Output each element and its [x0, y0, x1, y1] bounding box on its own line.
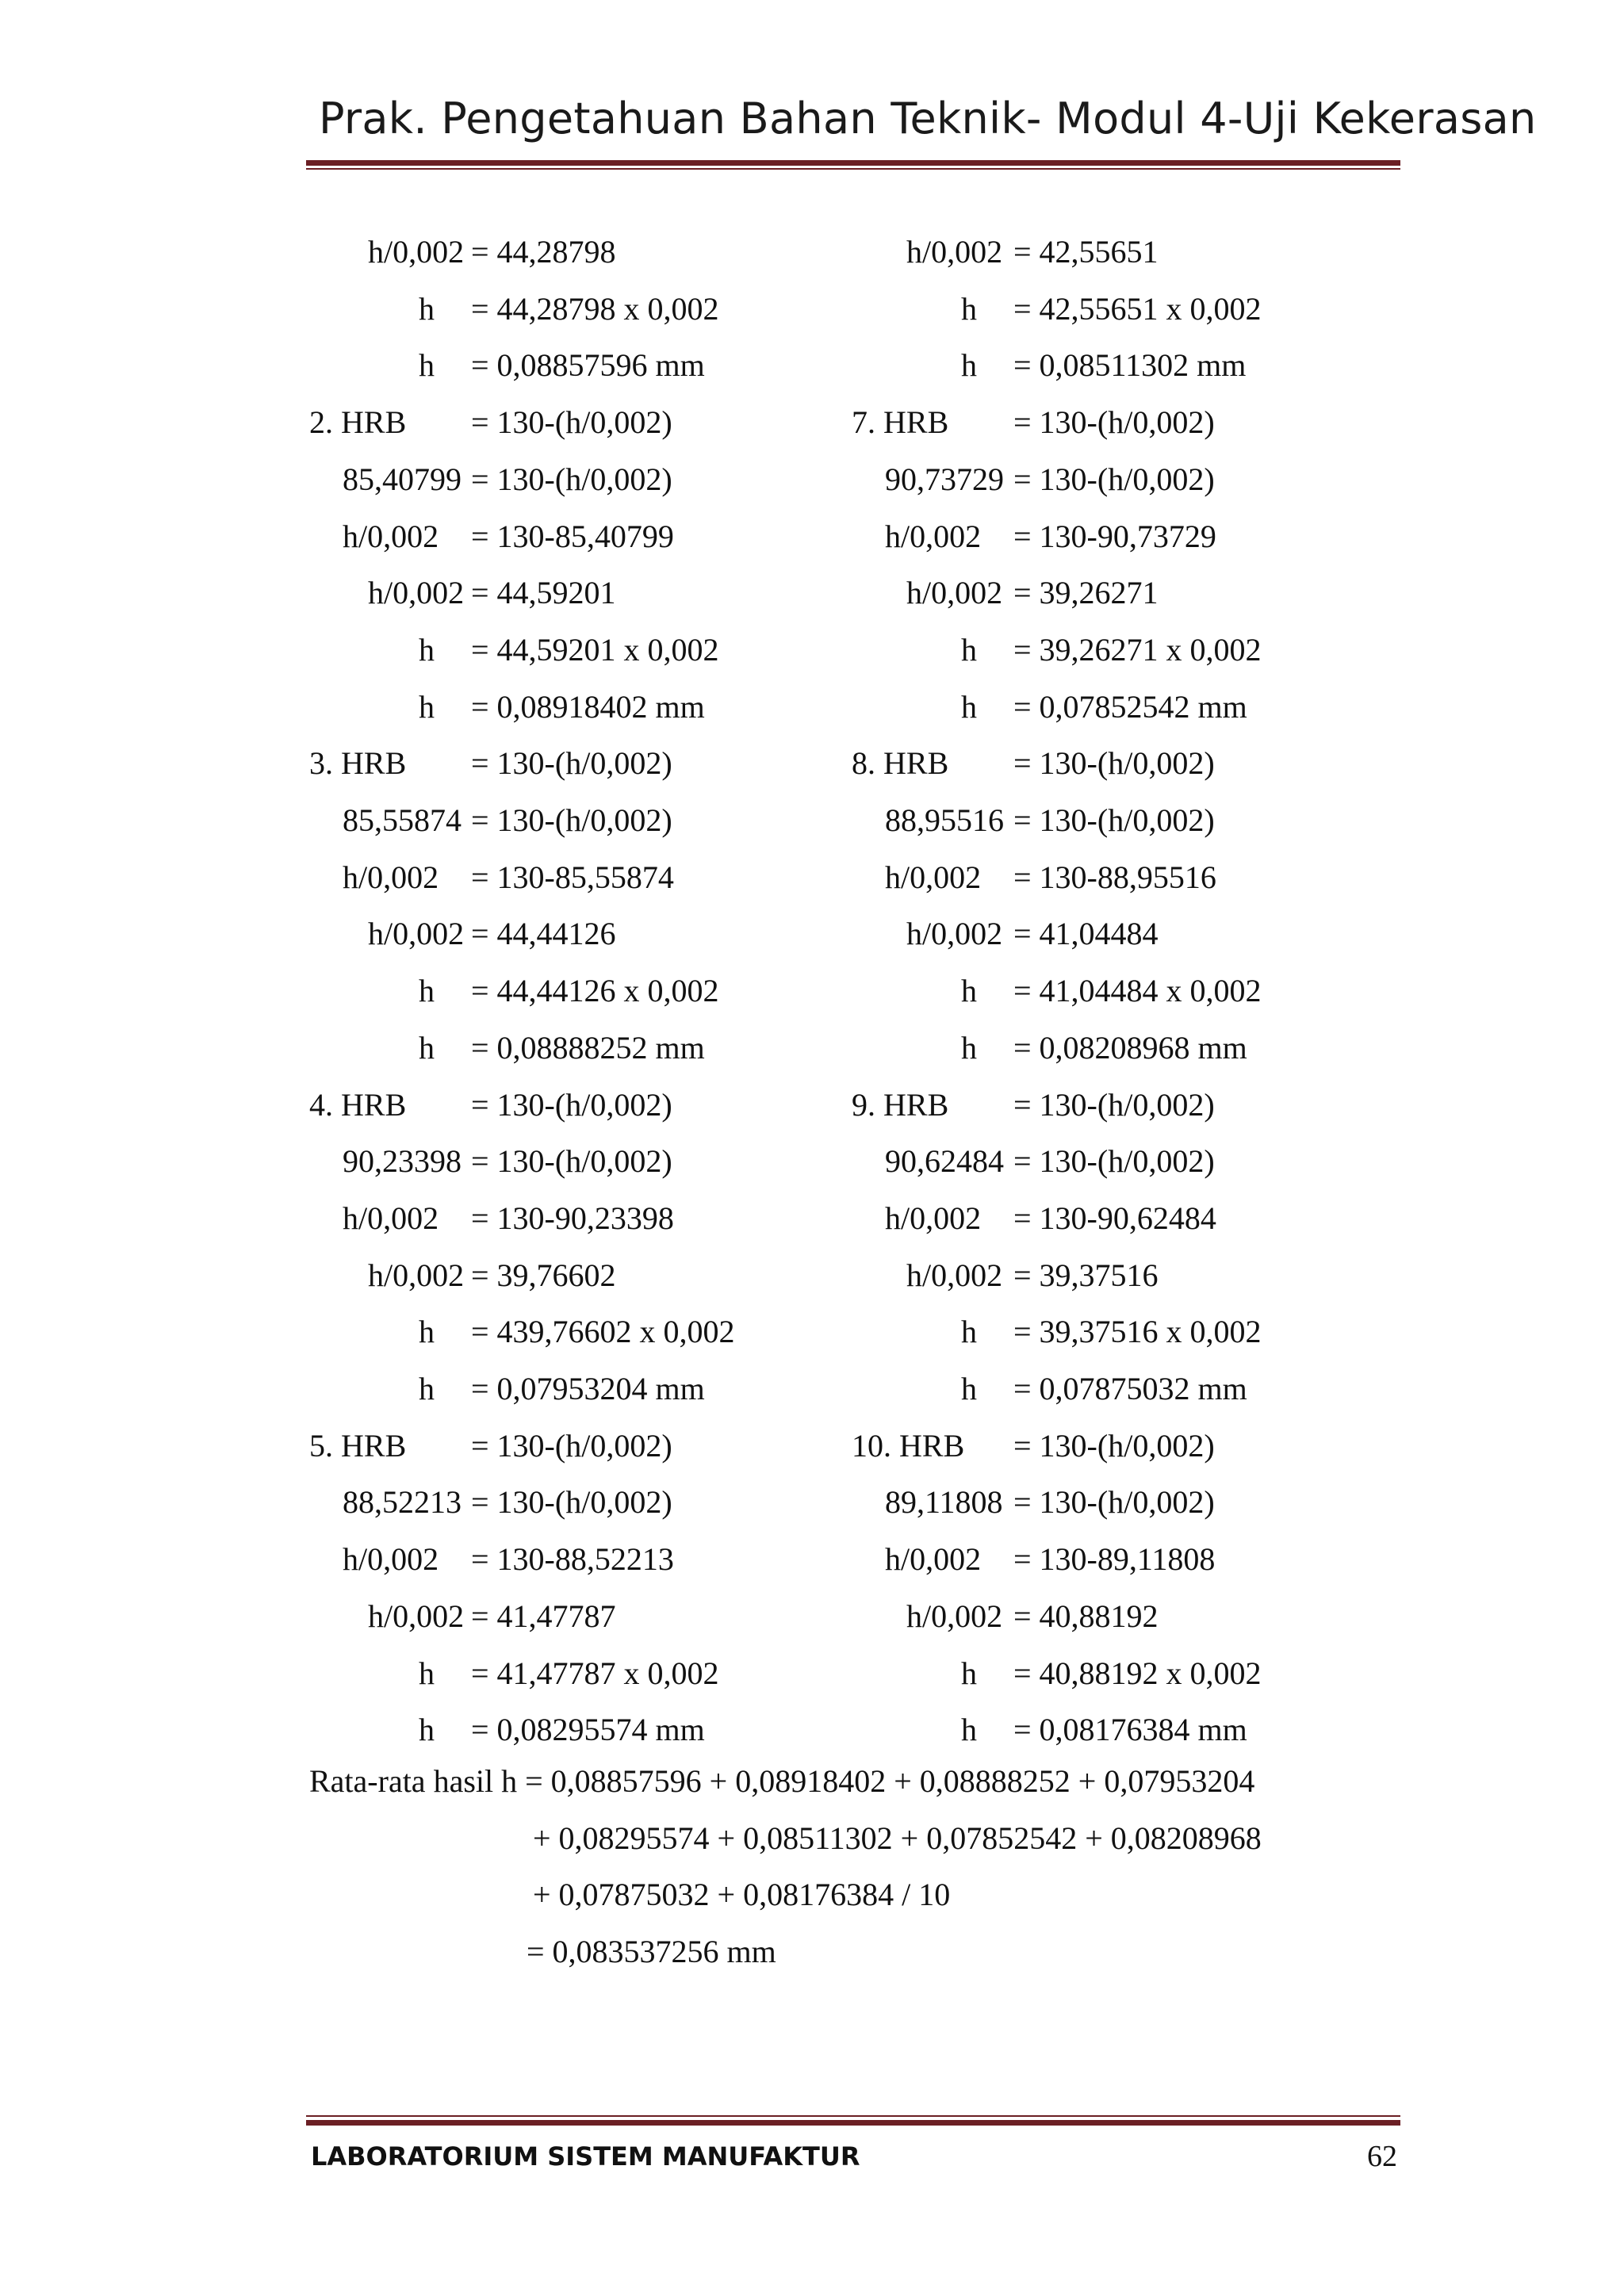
calc-right-value: = 41,04484 x 0,002: [1013, 973, 1262, 1008]
calc-left-label: h/0,002: [368, 1257, 465, 1293]
calc-right-label: h: [961, 291, 977, 327]
calc-left-value: = 130-(h/0,002): [471, 404, 672, 440]
calc-right-value: = 39,37516: [1013, 1257, 1159, 1293]
calc-right-value: = 130-88,95516: [1013, 859, 1216, 895]
calc-right-label: h: [961, 973, 977, 1008]
page-number: 62: [1367, 2140, 1397, 2173]
calc-right-label: 90,73729: [885, 461, 1004, 497]
calc-right-value: = 0,08176384 mm: [1013, 1712, 1247, 1747]
calc-left-value: = 44,28798 x 0,002: [471, 291, 719, 327]
calc-left-label: 4. HRB: [309, 1087, 407, 1123]
calc-left-label: h/0,002: [343, 859, 439, 895]
calc-right-value: = 130-(h/0,002): [1013, 745, 1215, 781]
calc-left-value: = 130-90,23398: [471, 1200, 674, 1236]
calc-left-value: = 0,08295574 mm: [471, 1712, 705, 1747]
calc-right-value: = 0,08208968 mm: [1013, 1030, 1247, 1066]
average-result: = 0,083537256 mm: [527, 1934, 776, 1969]
calc-left-label: h: [419, 689, 435, 725]
calc-right-label: h: [961, 1655, 977, 1691]
calc-left-label: h: [419, 1655, 435, 1691]
calc-left-value: = 130-(h/0,002): [471, 802, 672, 838]
calc-right-value: = 130-(h/0,002): [1013, 802, 1215, 838]
header-rule-thin: [306, 168, 1400, 170]
calc-right-label: h/0,002: [885, 1541, 982, 1577]
calc-right-label: 7. HRB: [852, 404, 949, 440]
calc-right-label: h/0,002: [885, 519, 982, 554]
calc-left-value: = 130-(h/0,002): [471, 1428, 672, 1464]
average-line-1: Rata-rata hasil h = 0,08857596 + 0,08918402 + 0,08888252 + 0,07953204: [309, 1763, 1255, 1799]
calc-right-label: h: [961, 1030, 977, 1066]
footer-rule-thick: [306, 2120, 1400, 2126]
calc-right-label: h/0,002: [885, 1200, 982, 1236]
calc-left-label: h/0,002: [368, 916, 465, 951]
page-header-title: Prak. Pengetahuan Bahan Teknik- Modul 4-Uji Kekerasan: [319, 94, 1537, 144]
calc-left-label: h: [419, 973, 435, 1008]
calc-right-value: = 130-(h/0,002): [1013, 1087, 1215, 1123]
calc-left-value: = 44,44126 x 0,002: [471, 973, 719, 1008]
calc-right-label: h: [961, 1371, 977, 1406]
calc-left-value: = 44,44126: [471, 916, 616, 951]
calc-right-value: = 130-89,11808: [1013, 1541, 1216, 1577]
calc-right-label: h/0,002: [906, 916, 1003, 951]
calc-right-value: = 39,37516 x 0,002: [1013, 1314, 1262, 1349]
calc-right-label: 9. HRB: [852, 1087, 949, 1123]
calc-left-label: h: [419, 1712, 435, 1747]
calc-left-value: = 0,07953204 mm: [471, 1371, 705, 1406]
calc-right-value: = 0,08511302 mm: [1013, 347, 1247, 383]
calc-right-label: 90,62484: [885, 1143, 1004, 1179]
calc-left-value: = 0,08857596 mm: [471, 347, 705, 383]
calc-right-value: = 130-(h/0,002): [1013, 1484, 1215, 1520]
calc-right-label: h/0,002: [906, 1257, 1003, 1293]
calc-left-label: h: [419, 1371, 435, 1406]
calc-left-label: h/0,002: [343, 519, 439, 554]
calc-right-value: = 40,88192: [1013, 1598, 1159, 1634]
calc-right-label: h/0,002: [885, 859, 982, 895]
calc-left-value: = 41,47787: [471, 1598, 616, 1634]
calc-right-value: = 0,07875032 mm: [1013, 1371, 1247, 1406]
calc-right-label: h: [961, 632, 977, 668]
calc-right-label: h/0,002: [906, 1598, 1003, 1634]
calc-left-value: = 41,47787 x 0,002: [471, 1655, 719, 1691]
calc-right-label: 89,11808: [885, 1484, 1003, 1520]
calc-right-label: h: [961, 347, 977, 383]
calc-right-value: = 41,04484: [1013, 916, 1159, 951]
calc-left-label: h: [419, 347, 435, 383]
calc-left-label: 85,40799: [343, 461, 462, 497]
calc-left-value: = 44,28798: [471, 234, 616, 270]
calc-right-label: h/0,002: [906, 575, 1003, 610]
calc-left-label: h: [419, 1314, 435, 1349]
calc-left-value: = 39,76602: [471, 1257, 616, 1293]
footer-lab-name: LABORATORIUM SISTEM MANUFAKTUR: [311, 2141, 860, 2172]
calc-left-label: 5. HRB: [309, 1428, 407, 1464]
calc-left-value: = 0,08888252 mm: [471, 1030, 705, 1066]
calc-left-label: 88,52213: [343, 1484, 462, 1520]
calc-left-label: h/0,002: [343, 1541, 439, 1577]
calc-left-label: h: [419, 632, 435, 668]
calc-right-label: h/0,002: [906, 234, 1003, 270]
calc-left-label: h/0,002: [368, 575, 465, 610]
calc-right-label: h: [961, 1314, 977, 1349]
footer-rule-thin: [306, 2115, 1400, 2117]
calc-left-label: h/0,002: [368, 234, 465, 270]
calc-left-label: h: [419, 1030, 435, 1066]
calc-left-label: 2. HRB: [309, 404, 407, 440]
calc-left-label: 3. HRB: [309, 745, 407, 781]
calc-left-label: h/0,002: [368, 1598, 465, 1634]
calc-left-value: = 44,59201: [471, 575, 616, 610]
calc-right-value: = 42,55651: [1013, 234, 1159, 270]
average-line-3: + 0,07875032 + 0,08176384 / 10: [533, 1877, 951, 1912]
calc-right-value: = 39,26271: [1013, 575, 1159, 610]
calc-left-label: h/0,002: [343, 1200, 439, 1236]
calc-left-value: = 130-(h/0,002): [471, 745, 672, 781]
calc-left-label: 85,55874: [343, 802, 462, 838]
calc-left-value: = 439,76602 x 0,002: [471, 1314, 735, 1349]
calc-left-value: = 44,59201 x 0,002: [471, 632, 719, 668]
calc-right-label: 88,95516: [885, 802, 1004, 838]
calc-left-value: = 130-88,52213: [471, 1541, 674, 1577]
calc-right-value: = 130-90,73729: [1013, 519, 1216, 554]
header-rule-thick: [306, 160, 1400, 166]
calc-left-value: = 130-(h/0,002): [471, 1087, 672, 1123]
calc-left-value: = 130-(h/0,002): [471, 461, 672, 497]
calc-right-value: = 40,88192 x 0,002: [1013, 1655, 1262, 1691]
calc-left-value: = 130-85,55874: [471, 859, 674, 895]
calc-right-label: 10. HRB: [852, 1428, 965, 1464]
calc-right-value: = 130-(h/0,002): [1013, 404, 1215, 440]
calc-left-value: = 130-(h/0,002): [471, 1143, 672, 1179]
calc-right-label: h: [961, 1712, 977, 1747]
calc-right-label: h: [961, 689, 977, 725]
calc-right-value: = 130-(h/0,002): [1013, 461, 1215, 497]
calc-right-label: 8. HRB: [852, 745, 949, 781]
calc-right-value: = 130-(h/0,002): [1013, 1428, 1215, 1464]
average-line-2: + 0,08295574 + 0,08511302 + 0,07852542 + 0,08208968: [533, 1820, 1262, 1856]
calc-right-value: = 130-90,62484: [1013, 1200, 1216, 1236]
calc-left-value: = 0,08918402 mm: [471, 689, 705, 725]
calc-left-label: h: [419, 291, 435, 327]
calc-right-value: = 39,26271 x 0,002: [1013, 632, 1262, 668]
calc-right-value: = 42,55651 x 0,002: [1013, 291, 1262, 327]
calc-left-value: = 130-85,40799: [471, 519, 674, 554]
calc-right-value: = 0,07852542 mm: [1013, 689, 1247, 725]
calc-left-value: = 130-(h/0,002): [471, 1484, 672, 1520]
calc-right-value: = 130-(h/0,002): [1013, 1143, 1215, 1179]
calc-left-label: 90,23398: [343, 1143, 462, 1179]
